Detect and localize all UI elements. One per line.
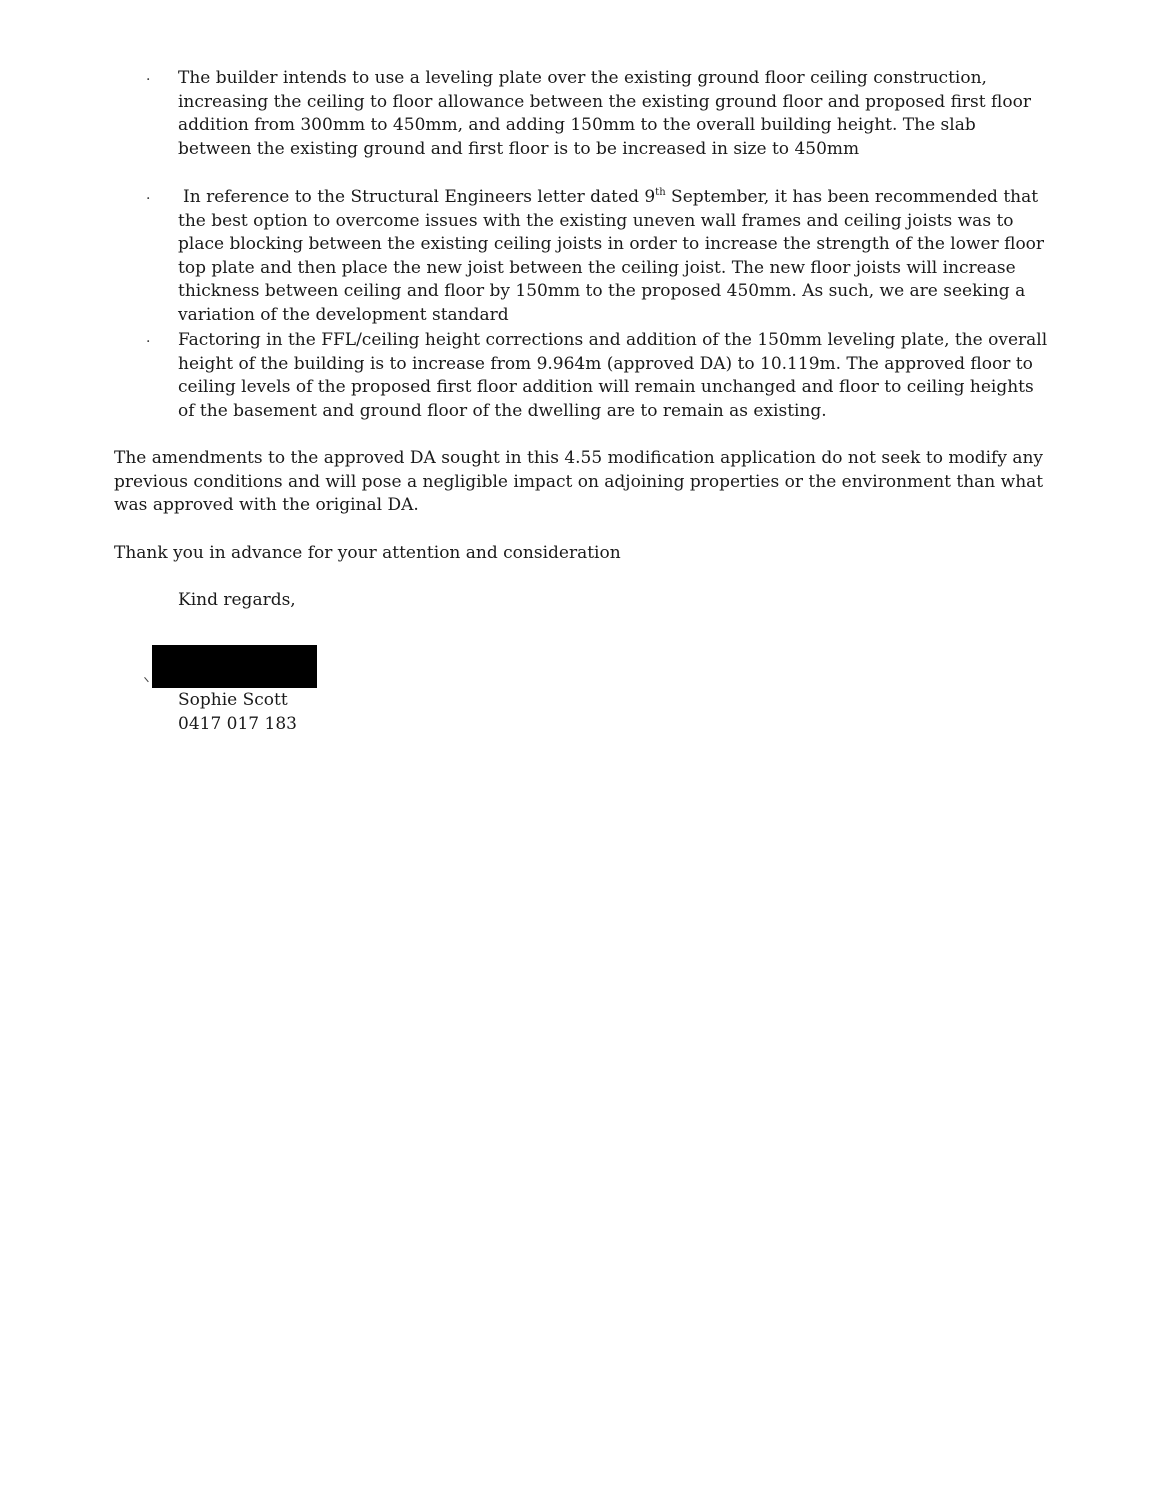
bullet-marker: · xyxy=(146,191,151,207)
bullet-marker: · xyxy=(146,72,151,88)
redacted-signature xyxy=(152,645,317,688)
ordinal-superscript: th xyxy=(655,187,666,198)
bullet-marker: · xyxy=(146,334,151,350)
bullet-structural-engineer xyxy=(178,186,1048,327)
signer-phone: 0417 017 183 xyxy=(178,714,297,734)
closing-salutation: Kind regards, xyxy=(178,590,296,610)
amendments-paragraph: The amendments to the approved DA sought in this 4.55 modification application do not seek to modify any previous conditions and will pose a negligible impact on adjoining properties or the environment than what was approved with the original DA. xyxy=(114,448,1044,515)
bullet-leveling-plate: The builder intends to use a leveling plate over the existing ground floor ceiling construction, increasing the ceiling to floor allowance between the existing ground floor and proposed first floor addition from 300mm to 450mm, and adding 150mm to the overall building height. The slab between the existing ground and first floor is to be increased in size to 450mm xyxy=(178,68,1031,159)
bullet-text-after: September, it has been recommended that the best option to overcome issues with the existing uneven wall frames and ceiling joists was to place blocking between the existing ceiling joists in order to increase the strength of the lower floor top plate and then place the new joist between the ceiling joist. The new floor joists will increase thickness between ceiling and floor by 150mm to the proposed 450mm. As such, we are seeking a variation of the development standard xyxy=(178,187,1045,325)
bullet-building-height: Factoring in the FFL/ceiling height corrections and addition of the 150mm leveling plate, the overall height of the building is to increase from 9.964m (approved DA) to 10.119m. The approved floor to ceiling levels of the proposed first floor addition will remain unchanged and floor to ceiling heights of the basement and ground floor of the dwelling are to remain as existing. xyxy=(178,330,1048,421)
thanks-paragraph: Thank you in advance for your attention and consideration xyxy=(114,543,621,563)
signer-name: Sophie Scott xyxy=(178,690,288,710)
bullet-text-before: In reference to the Structural Engineers letter dated 9 xyxy=(183,187,656,207)
